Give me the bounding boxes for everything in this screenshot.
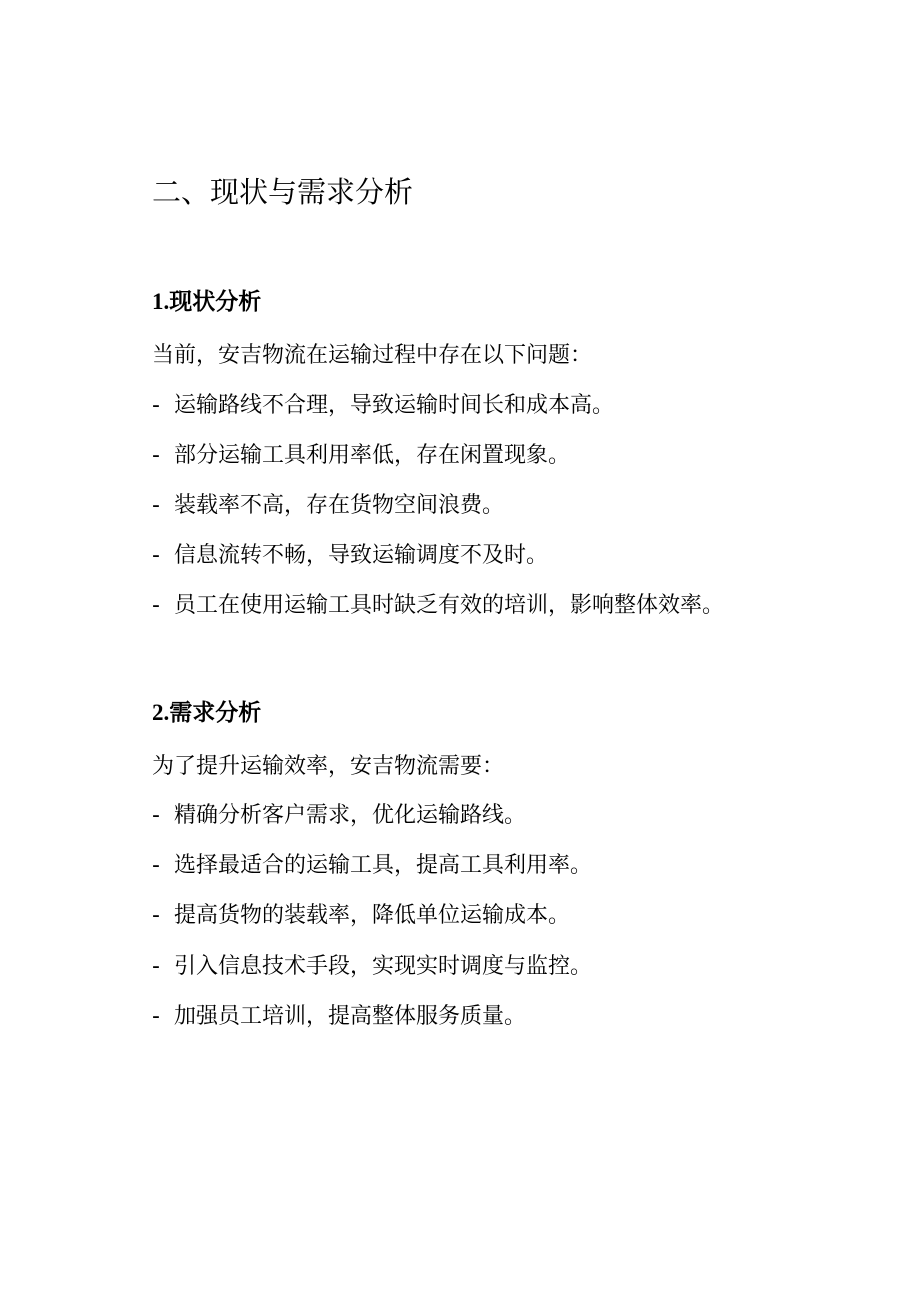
list-item-text: 加强员工培训，提高整体服务质量。 bbox=[174, 1004, 527, 1029]
list-item bbox=[152, 1002, 526, 1032]
list-item-text: 精确分析客户需求，优化运输路线。 bbox=[174, 803, 527, 828]
list-item-text: 引入信息技术手段，实现实时调度与监控。 bbox=[174, 954, 593, 979]
list-item bbox=[152, 391, 614, 421]
section-intro: 当前，安吉物流在运输过程中存在以下问题： bbox=[152, 343, 593, 368]
bullet-dash: - bbox=[152, 593, 160, 618]
bullet-dash: - bbox=[152, 853, 160, 878]
section-heading-text: 需求分析 bbox=[169, 700, 262, 726]
list-item-text: 选择最适合的运输工具，提高工具利用率。 bbox=[174, 853, 593, 878]
bullet-dash: - bbox=[152, 803, 160, 828]
list-item-text: 信息流转不畅，导致运输调度不及时。 bbox=[174, 543, 549, 568]
section-heading-text: 现状分析 bbox=[169, 289, 262, 315]
bullet-dash: - bbox=[152, 903, 160, 928]
list-item-text: 员工在使用运输工具时缺乏有效的培训，影响整体效率。 bbox=[174, 593, 725, 618]
list-item-text: 部分运输工具利用率低，存在闲置现象。 bbox=[174, 443, 571, 468]
list-item bbox=[152, 952, 592, 982]
bullet-dash: - bbox=[152, 1004, 160, 1029]
list-item-text: 运输路线不合理，导致运输时间长和成本高。 bbox=[174, 393, 615, 418]
bullet-dash: - bbox=[152, 443, 160, 468]
bullet-dash: - bbox=[152, 493, 160, 518]
list-item bbox=[152, 541, 548, 571]
list-item bbox=[152, 441, 570, 471]
section-heading-current-status bbox=[152, 286, 261, 318]
list-item-text: 提高货物的装载率，降低单位运输成本。 bbox=[174, 903, 571, 928]
list-item bbox=[152, 901, 570, 931]
section-intro: 为了提升运输效率，安吉物流需要： bbox=[152, 754, 505, 779]
bullet-dash: - bbox=[152, 393, 160, 418]
page-title: 二、现状与需求分析 bbox=[152, 175, 414, 209]
list-item bbox=[152, 801, 526, 831]
list-item bbox=[152, 491, 504, 521]
list-item bbox=[152, 591, 724, 621]
bullet-dash: - bbox=[152, 954, 160, 979]
list-item bbox=[152, 851, 592, 881]
section-number: 2. bbox=[152, 700, 170, 725]
section-heading-requirements bbox=[152, 697, 261, 729]
section-number: 1. bbox=[152, 289, 170, 314]
list-item-text: 装载率不高，存在货物空间浪费。 bbox=[174, 493, 505, 518]
bullet-dash: - bbox=[152, 543, 160, 568]
